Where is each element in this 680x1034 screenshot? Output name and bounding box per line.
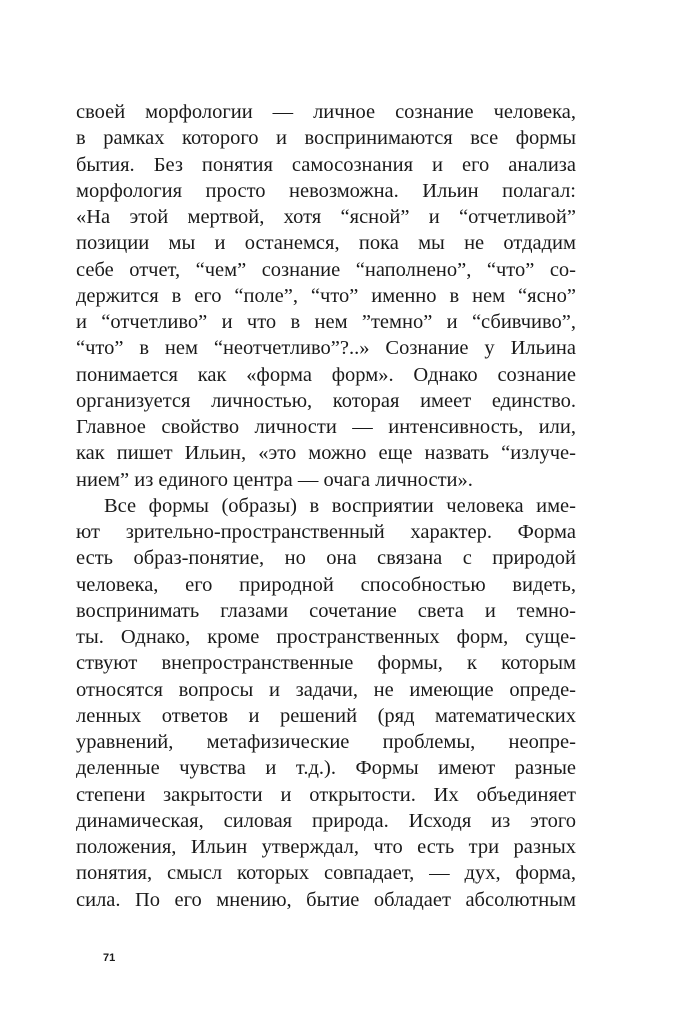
text-line: своей морфологии — личное сознание человека, <box>76 101 576 123</box>
text-line: есть образ-понятие, но она связана с природой <box>76 547 576 570</box>
text-line: организуется личностью, которая имеет единство. <box>76 389 576 412</box>
text-line: сила. По его мнению, бытие обладает абсолютным <box>76 888 576 911</box>
text-line: позиции мы и останемся, пока мы не отдадим <box>76 232 576 255</box>
text-line: держится в его “поле”, “что” именно в нем “ясно” <box>76 284 576 307</box>
text-line: динамическая, силовая природа. Исходя из этого <box>76 809 576 832</box>
text-line: деленные чувства и т.д.). Формы имеют разные <box>76 757 576 780</box>
text-line: нием” из единого центра — очага личности». <box>76 468 473 491</box>
text-line: морфология просто невозможна. Ильин полагал: <box>76 179 576 202</box>
text-line: ленных ответов и решений (ряд математических <box>76 704 576 727</box>
body-text <box>76 99 576 913</box>
text-line: в рамках которого и воспринимаются все формы <box>76 127 576 150</box>
text-line: положения, Ильин утверждал, что есть три разных <box>76 836 576 858</box>
text-line: и “отчетливо” и что в нем ”темно” и “сбивчиво”, <box>76 311 576 333</box>
text-line: степени закрытости и открытости. Их объединяет <box>76 783 576 806</box>
text-line: ют зрительно-пространственный характер. Форма <box>76 521 576 543</box>
text-line: бытия. Без понятия самосознания и его анализа <box>76 153 576 176</box>
text-line: относятся вопросы и задачи, не имеющие опреде- <box>76 678 576 701</box>
text-line: человека, его природной способностью видеть, <box>76 573 576 596</box>
text-line: Все формы (образы) в восприятии человека име- <box>104 494 576 517</box>
text-line: уравнений, метафизические проблемы, неопре- <box>76 731 576 753</box>
text-line: понятия, смысл которых совпадает, — дух, форма, <box>76 862 576 885</box>
text-line: Главное свойство личности — интенсивность, или, <box>76 416 576 438</box>
text-line: как пишет Ильин, «это можно еще назвать “излуче- <box>76 442 576 465</box>
page-number: 71 <box>103 952 116 964</box>
text-line: понимается как «форма форм». Однако сознание <box>76 363 576 386</box>
paragraph-2 <box>76 493 576 913</box>
text-line: ствуют внепространственные формы, к которым <box>76 652 576 675</box>
text-line: воспринимать глазами сочетание света и темно- <box>76 599 576 622</box>
paragraph-1 <box>76 99 576 493</box>
text-line: «На этой мертвой, хотя “ясной” и “отчетливой” <box>76 206 576 228</box>
text-line: ты. Однако, кроме пространственных форм, суще- <box>76 626 576 648</box>
text-line: себе отчет, “чем” сознание “наполнено”, “что” со- <box>76 258 576 281</box>
text-line: “что” в нем “неотчетливо”?..» Сознание у Ильина <box>76 337 576 360</box>
